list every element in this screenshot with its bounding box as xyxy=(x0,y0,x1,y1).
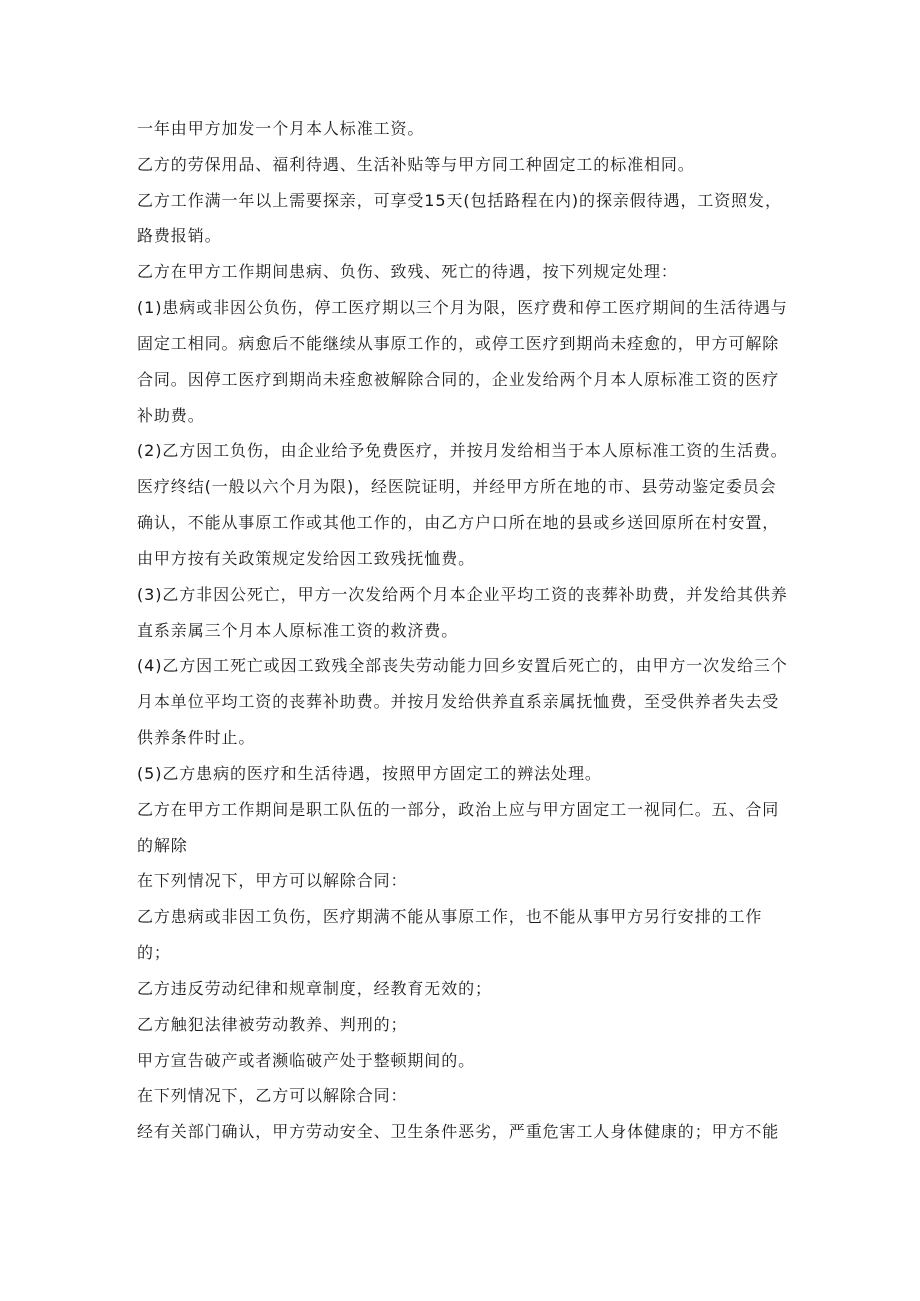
text-line: 固定工相同。病愈后不能继续从事原工作的，或停工医疗到期尚未痊愈的，甲方可解除 xyxy=(137,334,780,353)
text-line: 的； xyxy=(137,943,171,962)
text-line: 补助费。 xyxy=(137,406,205,425)
text-line: (5)乙方患病的医疗和生活待遇，按照甲方固定工的辨法处理。 xyxy=(137,764,602,783)
text-line: (3)乙方非因公死亡，甲方一次发给两个月本企业平均工资的丧葬补助费，并发给其供养 xyxy=(137,585,788,604)
text-line: 乙方工作满一年以上需要探亲，可享受15天(包括路程在内)的探亲假待遇，工资照发， xyxy=(137,191,782,210)
text-line: 在下列情况下，甲方可以解除合同： xyxy=(137,871,408,890)
text-line: 经有关部门确认，甲方劳动安全、卫生条件恶劣，严重危害工人身体健康的；甲方不能 xyxy=(137,1122,780,1141)
text-line: 乙方在甲方工作期间患病、负伤、致残、死亡的待遇，按下列规定处理： xyxy=(137,262,678,281)
text-line: 甲方宣告破产或者濒临破产处于整顿期间的。 xyxy=(137,1051,476,1070)
text-line: 确认，不能从事原工作或其他工作的，由乙方户口所在地的县或乡送回原所在村安置， xyxy=(137,513,780,532)
text-line: 月本单位平均工资的丧葬补助费。并按月发给供养直系亲属抚恤费，至受供养者失去受 xyxy=(137,692,780,711)
text-line: 的解除 xyxy=(137,836,188,855)
text-line: 直系亲属三个月本人原标准工资的救济费。 xyxy=(137,621,459,640)
text-line: (1)患病或非因公负伤，停工医疗期以三个月为限，医疗费和停工医疗期间的生活待遇与 xyxy=(137,298,788,317)
text-line: 供养条件时止。 xyxy=(137,728,256,747)
text-line: (4)乙方因工死亡或因工致残全部丧失劳动能力回乡安置后死亡的，由甲方一次发给三个 xyxy=(137,656,788,675)
text-line: 由甲方按有关政策规定发给因工致残抚恤费。 xyxy=(137,549,476,568)
text-line: 乙方在甲方工作期间是职工队伍的一部分，政治上应与甲方固定工一视同仁。五、合同 xyxy=(137,800,780,819)
text-line: 在下列情况下，乙方可以解除合同： xyxy=(137,1086,408,1105)
text-line: (2)乙方因工负伤，由企业给予免费医疗，并按月发给相当于本人原标准工资的生活费。 xyxy=(137,441,788,460)
text-line: 乙方患病或非因工负伤，医疗期满不能从事原工作，也不能从事甲方另行安排的工作 xyxy=(137,907,763,926)
text-line: 乙方触犯法律被劳动教养、判刑的； xyxy=(137,1015,408,1034)
text-line: 合同。因停工医疗到期尚未痊愈被解除合同的，企业发给两个月本人原标准工资的医疗 xyxy=(137,370,780,389)
text-line: 乙方违反劳动纪律和规章制度，经教育无效的； xyxy=(137,979,492,998)
text-line: 医疗终结(一般以六个月为限)，经医院证明，并经甲方所在地的市、县劳动鉴定委员会 xyxy=(137,477,777,496)
text-line: 乙方的劳保用品、福利待遇、生活补贴等与甲方同工种固定工的标准相同。 xyxy=(137,155,695,174)
text-line: 一年由甲方加发一个月本人标准工资。 xyxy=(137,119,425,138)
text-line: 路费报销。 xyxy=(137,226,222,245)
